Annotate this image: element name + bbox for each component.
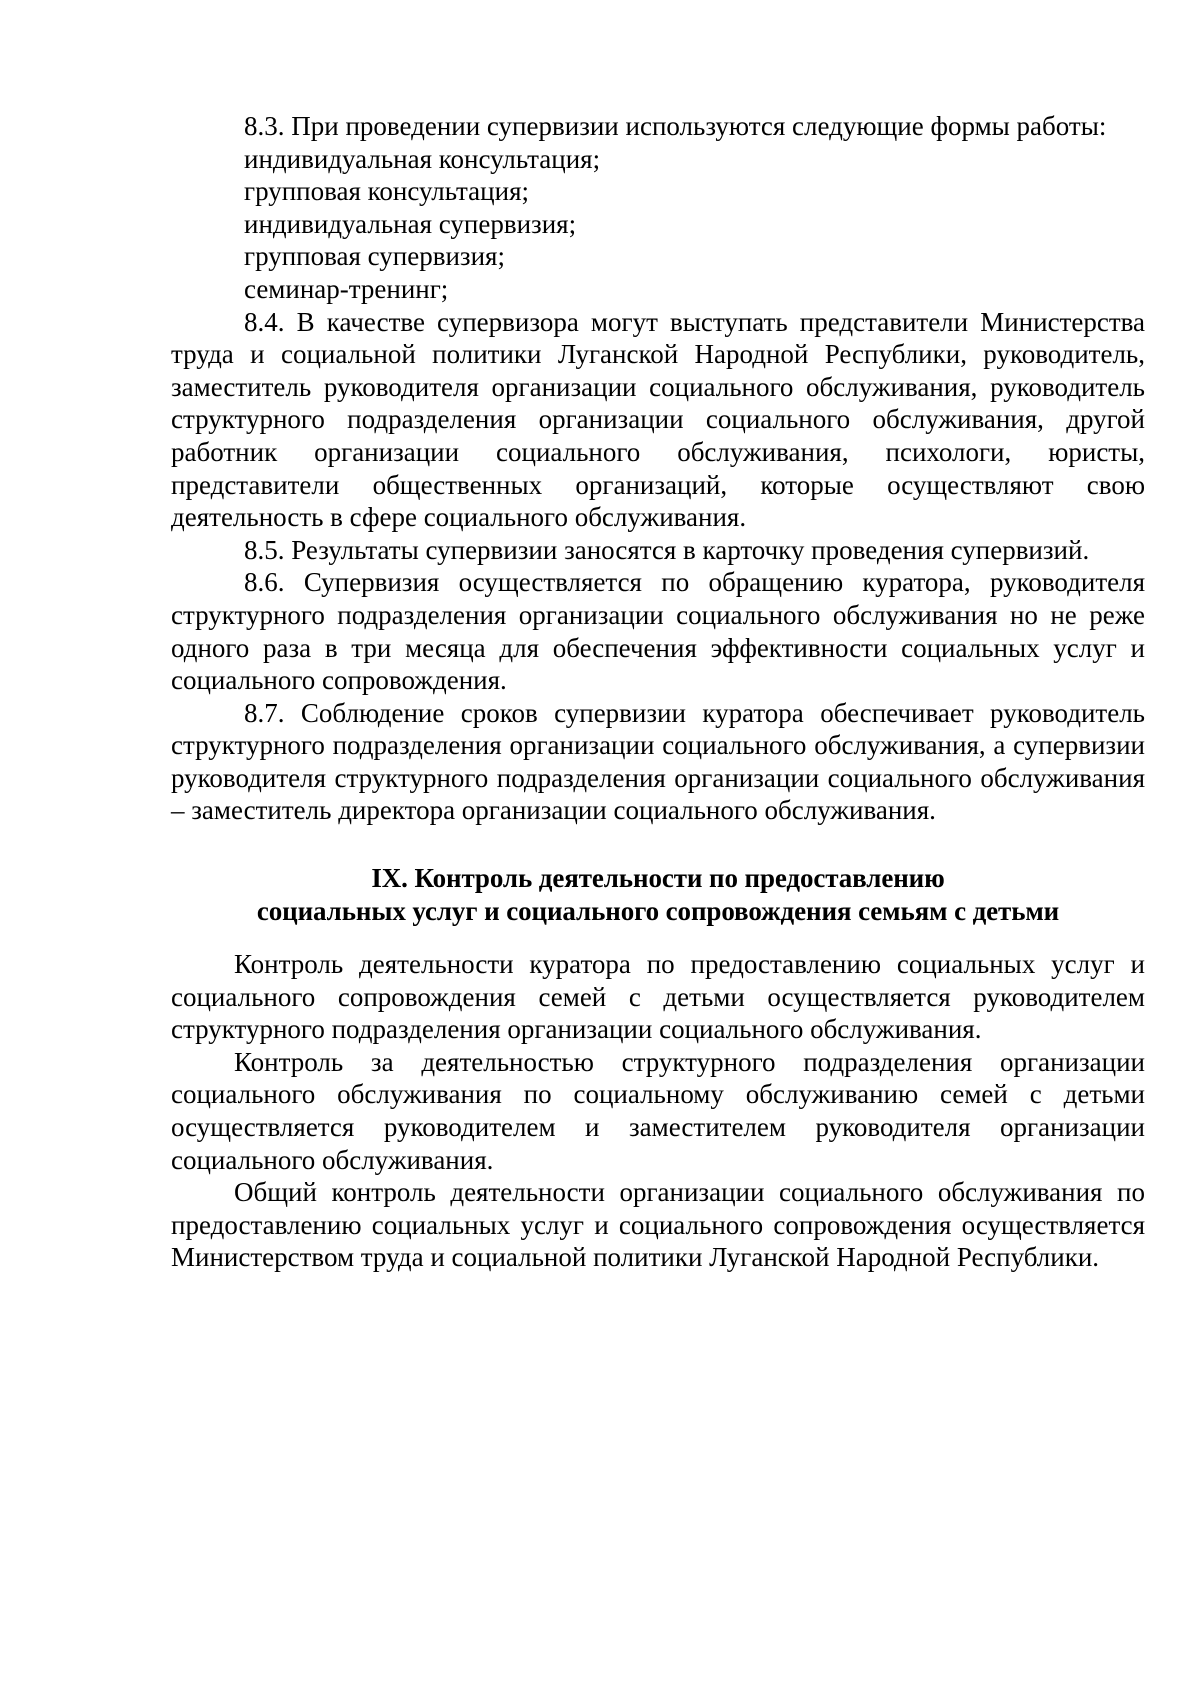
paragraph-8-3: 8.3. При проведении супервизии используются следующие формы работы:: [244, 111, 1107, 141]
supervision-forms-list: [171, 143, 1145, 306]
list-item: индивидуальная супервизия;: [244, 208, 577, 239]
list-item: индивидуальная консультация;: [244, 143, 601, 174]
list-item: групповая консультация;: [244, 176, 529, 207]
paragraph-control-general: Общий контроль деятельности организации социального обслуживания по предоставлению социальных услуг и социального сопровождения осуществляется Министерством труда и социальной политики Луганской Народной Республики.: [171, 1177, 1145, 1273]
paragraph-control-curator: Контроль деятельности куратора по предоставлению социальных услуг и социального сопровождения семей с детьми осуществляется руководителем структурного подразделения организации социального обслуживания.: [171, 949, 1145, 1045]
document-page: [171, 110, 1145, 1274]
section-9-heading: [171, 862, 1145, 928]
paragraph-8-7: 8.7. Соблюдение сроков супервизии куратора обеспечивает руководитель структурного подразделения организации социального обслуживания, а супервизии руководителя структурного подразделения организации социального обслуживания – заместитель директора организации социального обслуживания.: [171, 697, 1145, 826]
list-item: групповая супервизия;: [244, 241, 505, 272]
list-item: семинар-тренинг;: [244, 273, 449, 304]
section-9-heading-line-2: социальных услуг и социального сопровождения семьям с детьми: [256, 896, 1060, 927]
paragraph-control-subdivision: Контроль за деятельностью структурного подразделения организации социального обслуживания по социальному обслуживанию семей с детьми осуществляется руководителем и заместителем руководителя организации социального обслуживания.: [171, 1046, 1145, 1175]
section-9-heading-line-1: IX. Контроль деятельности по предоставлению: [371, 863, 945, 894]
paragraph-8-6: 8.6. Супервизия осуществляется по обращению куратора, руководителя структурного подразделения организации социального обслуживания но не реже одного раза в три месяца для обеспечения эффективности социальных услуг и социального сопровождения.: [171, 567, 1145, 696]
paragraph-8-5: 8.5. Результаты супервизии заносятся в карточку проведения супервизий.: [244, 534, 1090, 565]
paragraph-8-4: 8.4. В качестве супервизора могут выступать представители Министерства труда и социальной политики Луганской Народной Республики, руководитель, заместитель руководителя организации социального обслуживания, руководитель структурного подразделения организации социального обслуживания, другой работник организации социального обслуживания, психологи, юристы, представители общественных организаций, которые осуществляют свою деятельность в сфере социального обслуживания.: [171, 306, 1145, 533]
